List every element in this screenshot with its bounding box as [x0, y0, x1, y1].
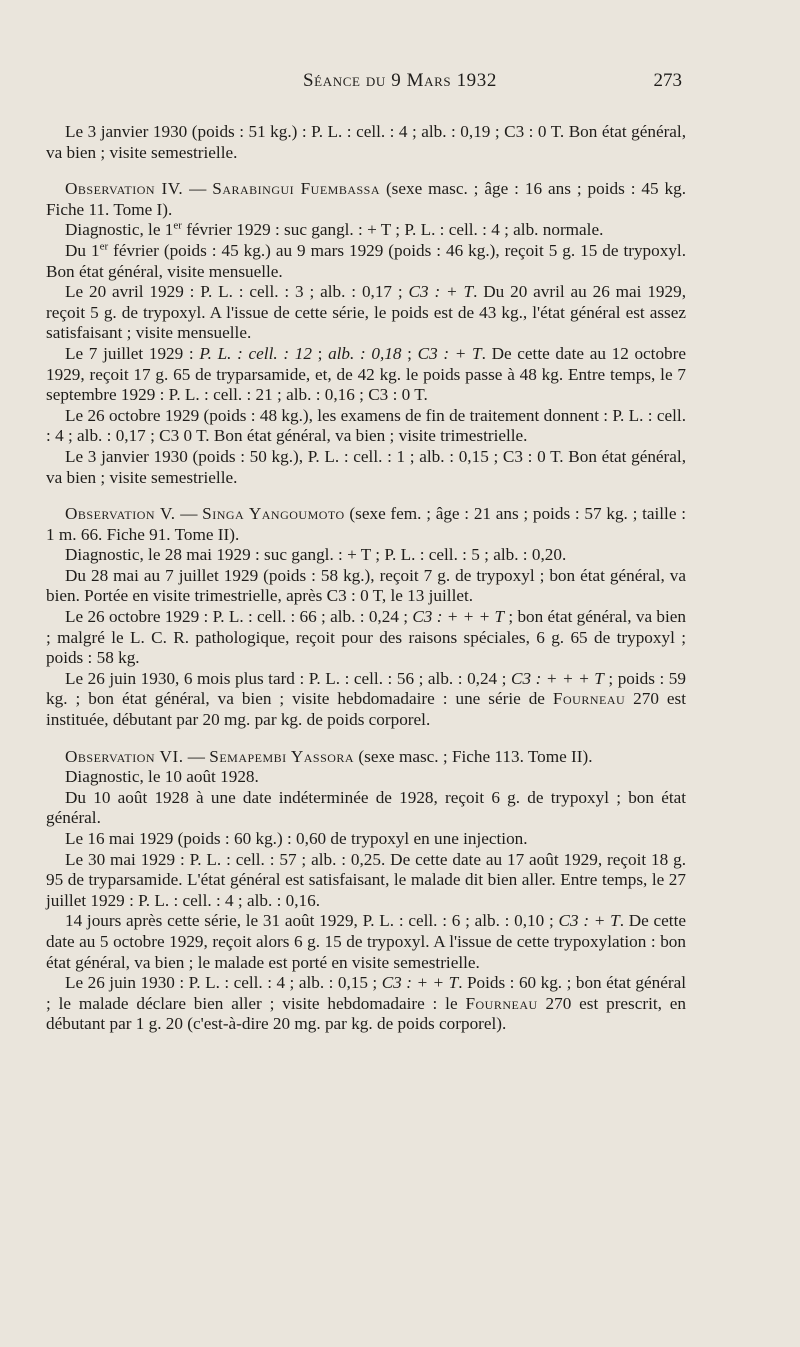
- text-run: Le 26 octobre 1929 (poids : 48 kg.), les examens de fin de traitement donnent : P. L. : cell. : 4 ; alb. : 0,17 ; C3 0 T. Bon état général, va bien ; visite trimestrielle.: [46, 405, 686, 446]
- text-run: Le 26 juin 1930, 6 mois plus tard : P. L. : cell. : 56 ; alb. : 0,24 ;: [65, 668, 511, 688]
- text-run: Le 16 mai 1929 (poids : 60 kg.) : 0,60 de trypoxyl en une injection.: [65, 829, 528, 848]
- text-run: Le 30 mai 1929 : P. L. : cell. : 57 ; alb. : 0,25. De cette date au 17 août 1929, reçoit 18 g. 95 de tryparsamide. L'état général est satisfaisant, le malade dit bien aller. Entre temps, le 27 juillet 1929 : P. L. : cell. : 4 ; alb. : 0,16.: [46, 849, 686, 910]
- text-run: Diagnostic, le 1: [65, 220, 174, 240]
- small-caps-text: Observation IV.: [65, 179, 184, 199]
- text-run: . Du 20 avril au 26 mai 1929, reçoit 5 g. de trypoxyl. A l'issue de cette série, le poids est de 43 kg., l'état général est assez satisfaisant ; visite mensuelle.: [46, 282, 686, 343]
- paragraph: [46, 850, 686, 912]
- text-run: Le 20 avril 1929 : P. L. : cell. : 3 ; alb. : 0,17 ;: [65, 282, 409, 302]
- paragraph: [46, 447, 686, 488]
- text-run: Diagnostic, le 28 mai 1929 : suc gangl. : + T ; P. L. : cell. : 5 ; alb. : 0,20.: [65, 545, 567, 565]
- text-run: 14 jours après cette série, le 31 août 1929, P. L. : cell. : 6 ; alb. : 0,10 ;: [65, 911, 559, 931]
- paragraph: [46, 788, 686, 829]
- text-run: ; bon état général, va bien ; malgré le L. C. R. pathologique, reçoit pour des raisons spéciales, 6 g. 65 de trypoxyl ; poids : 58 kg.: [46, 607, 686, 668]
- text-run: ;: [401, 343, 418, 363]
- text-run: Diagnostic, le 10 août 1928.: [65, 767, 259, 787]
- page-number: 273: [653, 70, 682, 91]
- superscript: er: [99, 240, 109, 253]
- page-body: [46, 122, 686, 1035]
- paragraph: [46, 406, 686, 447]
- small-caps-text: Singa Yangoumoto: [202, 504, 345, 524]
- text-run: février (poids : 45 kg.) au 9 mars 1929 (poids : 46 kg.), reçoit 5 g. 15 de trypoxyl. Bon état général, visite mensuelle.: [46, 240, 686, 281]
- text-run: . De cette date au 12 octobre 1929, reçoit 17 g. 65 de tryparsamide, et, de 42 kg. le poids passe à 48 kg. Entre temps, le 7 septembre 1929 : P. L. : cell. : 21 ; alb. : 0,16 ; C3 : 0 T.: [46, 343, 686, 405]
- paragraph: [46, 767, 686, 788]
- paragraph: [46, 973, 686, 1035]
- paragraph: [46, 566, 686, 607]
- small-caps-text: Observation VI.: [65, 746, 184, 766]
- paragraph: [46, 282, 686, 344]
- text-run: (sexe fem. ; âge : 21 ans ; poids : 57 kg. ; taille : 1 m. 66. Fiche 91. Tome II).: [46, 504, 686, 544]
- page-header: [0, 70, 800, 100]
- text-run: Le 7 juillet 1929 :: [65, 343, 200, 363]
- paragraph: [46, 829, 686, 850]
- text-run: Du 10 août 1928 à une date indéterminée de 1928, reçoit 6 g. de trypoxyl ; bon état général.: [46, 787, 686, 828]
- italic-text: C3 : + + + T: [511, 668, 604, 688]
- observation-heading: [46, 747, 686, 768]
- italic-text: alb. : 0,18: [328, 343, 402, 363]
- text-run: Le 3 janvier 1930 (poids : 50 kg.), P. L. : cell. : 1 ; alb. : 0,15 ; C3 : 0 T. Bon état général, va bien ; visite semestrielle.: [46, 446, 686, 487]
- text-run: —: [183, 746, 210, 766]
- italic-text: C3 : + T: [417, 343, 482, 363]
- italic-text: P. L. : cell. : 12: [199, 343, 312, 363]
- superscript: er: [173, 219, 182, 232]
- running-title: Séance du 9 Mars 1932: [303, 70, 497, 91]
- small-caps-text: Semapembi Yassora: [209, 746, 355, 766]
- text-run: ;: [311, 343, 329, 363]
- italic-text: C3 : + + + T: [412, 607, 505, 627]
- text-run: Du 28 mai au 7 juillet 1929 (poids : 58 kg.), reçoit 7 g. de trypoxyl ; bon état général, va bien. Portée en visite trimestrielle, après C3 : 0 T, le 13 juillet.: [46, 565, 686, 606]
- text-run: Du 1: [65, 240, 100, 260]
- text-run: ; poids : 59 kg. ; bon état général, va bien ; visite hebdomadaire : une série de: [46, 668, 686, 709]
- italic-text: C3 : + + T: [381, 973, 459, 993]
- italic-text: C3 : + T: [408, 282, 474, 302]
- text-run: (sexe masc. ; âge : 16 ans ; poids : 45 kg. Fiche 11. Tome I).: [46, 179, 687, 219]
- paragraph: [46, 607, 686, 669]
- text-run: Le 26 octobre 1929 : P. L. : cell. : 66 ; alb. : 0,24 ;: [65, 607, 413, 627]
- text-run: 270 est instituée, débutant par 20 mg. par kg. de poids corporel.: [46, 689, 686, 730]
- text-run: . Poids : 60 kg. ; bon état général ; le malade déclare bien aller ; visite hebdomadaire : le: [46, 973, 686, 1013]
- paragraph: [46, 545, 686, 566]
- text-run: Le 3 janvier 1930 (poids : 51 kg.) : P. L. : cell. : 4 ; alb. : 0,19 ; C3 : 0 T. Bon état général, va bien ; visite semestrielle.: [46, 122, 686, 162]
- text-run: (sexe masc. ; Fiche 113. Tome II).: [354, 746, 593, 766]
- text-run: Le 26 juin 1930 : P. L. : cell. : 4 ; alb. : 0,15 ;: [65, 973, 382, 993]
- paragraph: [46, 911, 686, 973]
- small-caps-text: Observation V.: [65, 504, 176, 524]
- italic-text: C3 : + T: [558, 911, 620, 931]
- small-caps-text: Fourneau: [465, 993, 538, 1013]
- paragraph: [46, 344, 686, 406]
- observation-heading: [46, 504, 686, 545]
- paragraph: [46, 122, 686, 163]
- text-run: 270 est prescrit, en débutant par 1 g. 20 (c'est-à-dire 20 mg. par kg. de poids corporel).: [46, 993, 687, 1034]
- paragraph: [46, 669, 686, 731]
- small-caps-text: Fourneau: [552, 689, 626, 709]
- text-run: —: [175, 504, 203, 524]
- text-run: . De cette date au 5 octobre 1929, reçoit alors 6 g. 15 de trypoxyl. A l'issue de cette trypoxylation : bon état général, va bien ; le malade est porté en visite semestrielle.: [46, 911, 686, 972]
- paragraph: [46, 220, 686, 241]
- small-caps-text: Sarabingui Fuembassa: [212, 179, 381, 199]
- observation-heading: [46, 179, 686, 220]
- paragraph: [46, 241, 686, 282]
- text-run: —: [183, 179, 213, 199]
- text-run: février 1929 : suc gangl. : + T ; P. L. : cell. : 4 ; alb. normale.: [181, 220, 604, 240]
